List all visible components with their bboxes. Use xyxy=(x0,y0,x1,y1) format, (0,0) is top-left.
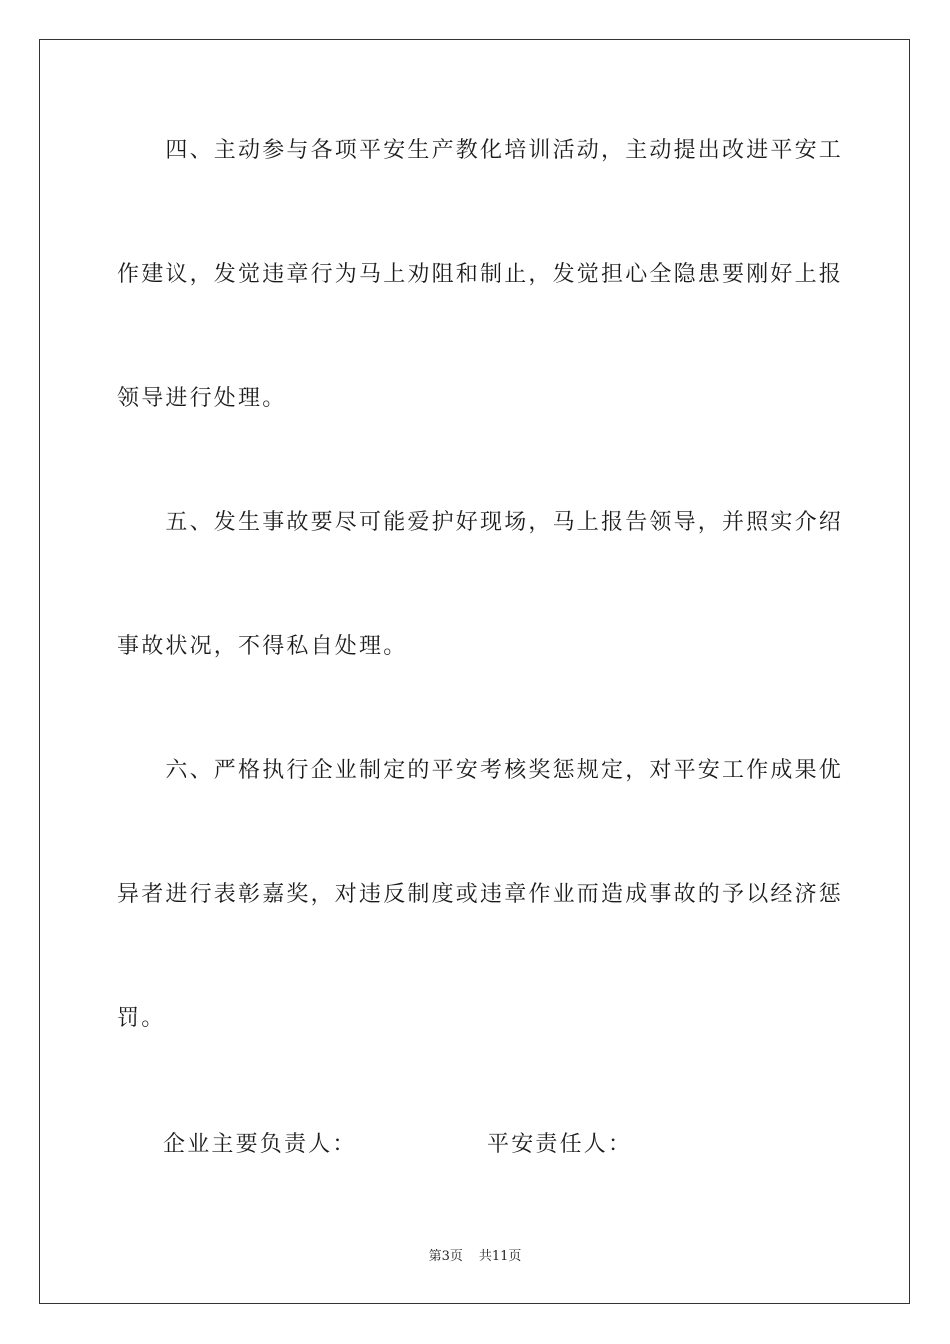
company-head-label: 企业主要负责人： xyxy=(163,1132,357,1157)
text-line: 作建议，发觉违章行为马上劝阻和制止，发觉担心全隐患要刚好上报 xyxy=(117,262,844,287)
page-border xyxy=(39,39,910,1304)
text-line: 领导进行处理。 xyxy=(117,386,287,411)
text-line: 异者进行表彰嘉奖，对违反制度或违章作业而造成事故的予以经济惩 xyxy=(117,882,844,907)
page-number: 第3页 xyxy=(428,1249,463,1264)
page-total: 共11页 xyxy=(478,1249,522,1264)
text-line: 四、主动参与各项平安生产教化培训活动，主动提出改进平安工 xyxy=(117,138,844,163)
page-footer xyxy=(0,1248,950,1266)
text-line: 事故状况，不得私自处理。 xyxy=(117,634,408,659)
text-line: 罚。 xyxy=(117,1006,166,1031)
text-line: 五、发生事故要尽可能爱护好现场，马上报告领导，并照实介绍 xyxy=(117,510,844,535)
text-line: 六、严格执行企业制定的平安考核奖惩规定，对平安工作成果优 xyxy=(117,758,844,783)
safety-officer-label: 平安责任人： xyxy=(487,1132,633,1157)
